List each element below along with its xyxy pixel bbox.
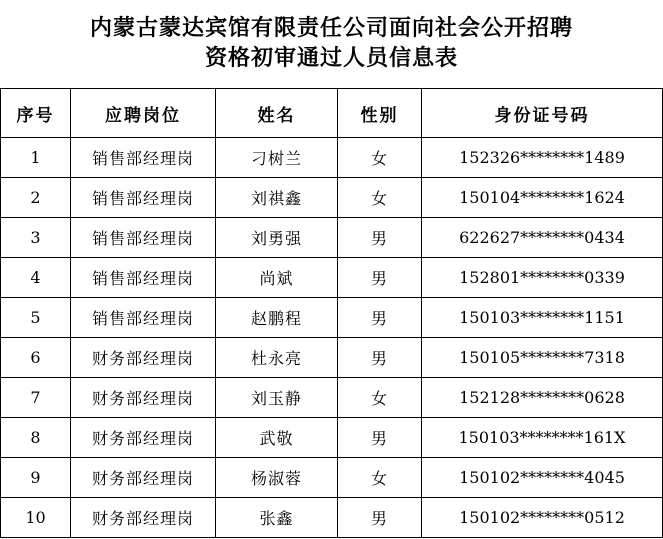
cell-id-number: 150105********7318 — [422, 338, 663, 378]
cell-position: 财务部经理岗 — [71, 498, 216, 538]
cell-id-number: 152801********0339 — [422, 258, 663, 298]
cell-name: 杨淑蓉 — [216, 458, 338, 498]
cell-serial-number: 5 — [1, 298, 71, 338]
table-row — [1, 138, 663, 178]
table-row — [1, 258, 663, 298]
cell-gender: 男 — [338, 498, 422, 538]
cell-position: 销售部经理岗 — [71, 178, 216, 218]
cell-position: 销售部经理岗 — [71, 138, 216, 178]
cell-serial-number: 9 — [1, 458, 71, 498]
cell-id-number: 622627********0434 — [422, 218, 663, 258]
cell-name: 武敬 — [216, 418, 338, 458]
cell-gender: 女 — [338, 458, 422, 498]
table-row — [1, 458, 663, 498]
title-line-1: 内蒙古蒙达宾馆有限责任公司面向社会公开招聘 — [89, 16, 573, 41]
cell-name: 尚斌 — [216, 258, 338, 298]
cell-name: 杜永亮 — [216, 338, 338, 378]
cell-position: 销售部经理岗 — [71, 218, 216, 258]
cell-name: 刘祺鑫 — [216, 178, 338, 218]
cell-gender: 女 — [338, 378, 422, 418]
cell-name: 刘玉静 — [216, 378, 338, 418]
cell-position: 财务部经理岗 — [71, 338, 216, 378]
table-row — [1, 418, 663, 458]
cell-name: 刘勇强 — [216, 218, 338, 258]
table-row — [1, 338, 663, 378]
cell-gender: 女 — [338, 138, 422, 178]
header-name: 姓名 — [216, 89, 338, 138]
cell-gender: 男 — [338, 258, 422, 298]
cell-name: 赵鹏程 — [216, 298, 338, 338]
cell-id-number: 150104********1624 — [422, 178, 663, 218]
table-body — [1, 138, 663, 538]
cell-serial-number: 10 — [1, 498, 71, 538]
title-line-2: 资格初审通过人员信息表 — [204, 46, 458, 71]
cell-serial-number: 3 — [1, 218, 71, 258]
cell-position: 销售部经理岗 — [71, 298, 216, 338]
cell-serial-number: 8 — [1, 418, 71, 458]
cell-serial-number: 7 — [1, 378, 71, 418]
cell-id-number: 150102********0512 — [422, 498, 663, 538]
cell-name: 张鑫 — [216, 498, 338, 538]
cell-position: 销售部经理岗 — [71, 258, 216, 298]
table-row — [1, 498, 663, 538]
table-header-row — [1, 89, 663, 138]
cell-serial-number: 6 — [1, 338, 71, 378]
header-gender: 性别 — [338, 89, 422, 138]
cell-gender: 男 — [338, 298, 422, 338]
header-position: 应聘岗位 — [71, 89, 216, 138]
cell-id-number: 150102********4045 — [422, 458, 663, 498]
table-row — [1, 178, 663, 218]
cell-id-number: 150103********1151 — [422, 298, 663, 338]
header-id-number: 身份证号码 — [422, 89, 663, 138]
cell-name: 刁树兰 — [216, 138, 338, 178]
table-row — [1, 218, 663, 258]
cell-gender: 男 — [338, 418, 422, 458]
table-row — [1, 298, 663, 338]
document-title — [0, 0, 663, 88]
cell-position: 财务部经理岗 — [71, 418, 216, 458]
cell-gender: 女 — [338, 178, 422, 218]
cell-serial-number: 2 — [1, 178, 71, 218]
table-row — [1, 378, 663, 418]
applicant-table — [0, 88, 663, 538]
cell-id-number: 152128********0628 — [422, 378, 663, 418]
cell-id-number: 150103********161X — [422, 418, 663, 458]
header-serial-number: 序号 — [1, 89, 71, 138]
cell-gender: 男 — [338, 338, 422, 378]
cell-id-number: 152326********1489 — [422, 138, 663, 178]
cell-position: 财务部经理岗 — [71, 458, 216, 498]
cell-serial-number: 4 — [1, 258, 71, 298]
cell-serial-number: 1 — [1, 138, 71, 178]
cell-gender: 男 — [338, 218, 422, 258]
cell-position: 财务部经理岗 — [71, 378, 216, 418]
